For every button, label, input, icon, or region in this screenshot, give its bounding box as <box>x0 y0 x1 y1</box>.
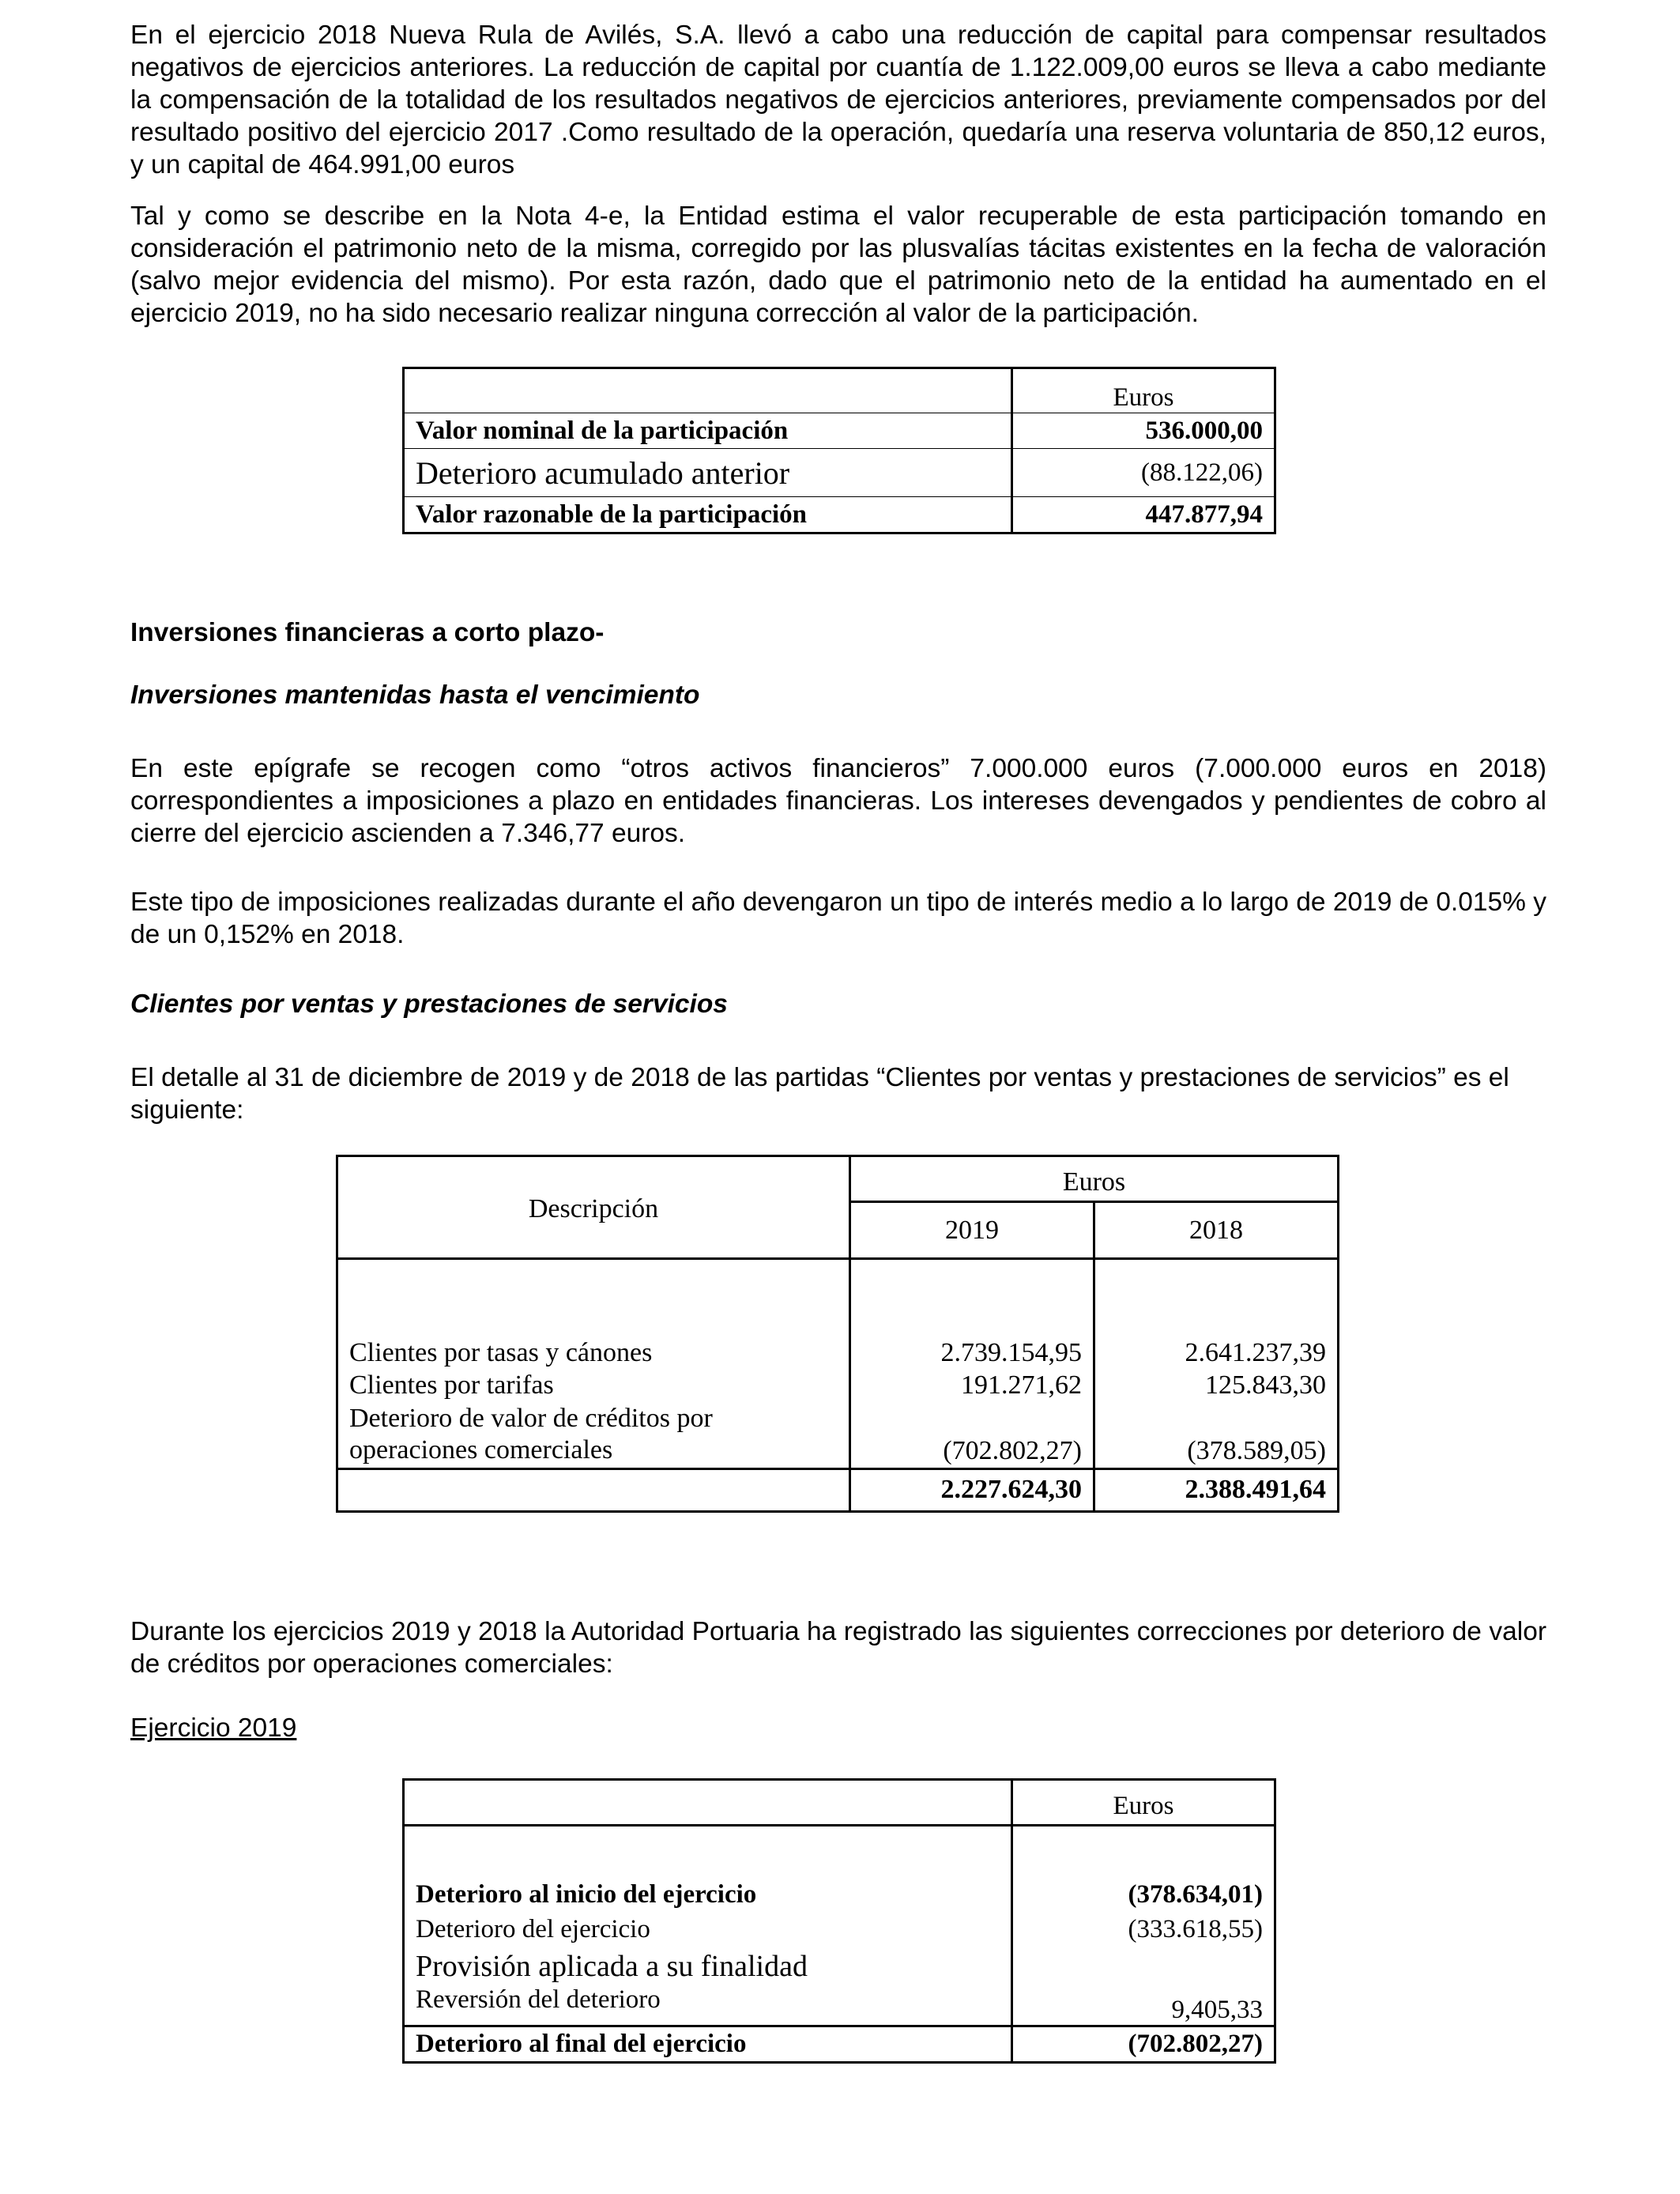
table2-spacer <box>850 1259 1094 1332</box>
table2-total-2019: 2.227.624,30 <box>850 1468 1094 1511</box>
table1-row-label: Deterioro acumulado anterior <box>404 449 1012 497</box>
participation-value-table <box>402 367 1276 534</box>
table2-row-label: Clientes por tarifas <box>349 1370 554 1400</box>
table1-row-value: 536.000,00 <box>1012 413 1275 449</box>
table3-row-value: (702.802,27) <box>1012 2026 1275 2063</box>
table1-row-label: Valor nominal de la participación <box>404 413 1012 449</box>
table2-spacer <box>1094 1259 1339 1332</box>
table2-row-label <box>337 1403 850 1469</box>
table3-spacer <box>404 1826 1012 1878</box>
table3-spacer <box>1012 1826 1275 1878</box>
paragraph-clients-detail: El detalle al 31 de diciembre de 2019 y de 2018 de las partidas “Clientes por ventas y prestaciones de servicios” es el siguiente: <box>130 1063 1509 1125</box>
table2-value-2019: 2.739.154,95 <box>850 1332 1094 1368</box>
table2-euros-header: Euros <box>850 1156 1339 1202</box>
table2-value-2019: (702.802,27) <box>850 1403 1094 1469</box>
table2-value-2018: 125.843,30 <box>1094 1368 1339 1403</box>
table2-spacer <box>337 1259 850 1332</box>
impairment-table <box>402 1778 1276 2064</box>
table2-row-label-line2: operaciones comerciales <box>349 1434 613 1465</box>
table3-row-label: Deterioro al final del ejercicio <box>404 2026 1012 2063</box>
table3-row-label: Provisión aplicada a su finalidad <box>416 1949 808 1983</box>
table2-total-label <box>337 1468 850 1511</box>
year-heading: Ejercicio 2019 <box>130 1713 297 1743</box>
table2-row-label: Clientes por tasas y cánones <box>349 1337 653 1367</box>
table1-row-label: Valor razonable de la participación <box>404 497 1012 533</box>
table3-row-label: Deterioro del ejercicio <box>416 1915 650 1943</box>
table3-header-euros: Euros <box>1012 1780 1275 1826</box>
table2-row-label-line1: Deterioro de valor de créditos por <box>349 1403 713 1433</box>
subsection-heading: Clientes por ventas y prestaciones de servicios <box>130 990 728 1019</box>
table3-row-value <box>1012 1947 1275 1985</box>
table1-header-label-cell <box>404 368 1012 413</box>
table2-year-header: 2018 <box>1094 1202 1339 1259</box>
paragraph-interest-rate: Este tipo de imposiciones realizadas durante el año devengaron un tipo de interés medio a lo largo de 2019 de 0.015% y de un 0,152% en 2018. <box>130 888 1546 949</box>
table3-row-value: (378.634,01) <box>1012 1878 1275 1913</box>
clients-table <box>336 1155 1339 1513</box>
table3-row-label: Reversión del deterioro <box>416 1985 661 2014</box>
table3-row-label: Deterioro al inicio del ejercicio <box>416 1880 757 1909</box>
table2-value-2018: 2.641.237,39 <box>1094 1332 1339 1368</box>
table1-header-euros: Euros <box>1012 368 1275 413</box>
paragraph-capital-reduction: En el ejercicio 2018 Nueva Rula de Avilés, S.A. llevó a cabo una reducción de capital para compensar resultados negativos de ejercicios anteriores. La reducción de capital por cuantía de 1.122.009,00 euros se lleva a cabo mediante la compensación de la totalidad de los resultados negativos de ejercicios anteriores, previamente compensados por del resultado positivo del ejercicio 2017 .Como resultado de la operación, quedaría una reserva voluntaria de 850,12 euros, y un capital de 464.991,00 euros <box>130 21 1546 179</box>
table3-row-value: 9,405,33 <box>1012 1985 1275 2026</box>
section-heading: Inversiones financieras a corto plazo- <box>130 618 605 647</box>
subsection-heading: Inversiones mantenidas hasta el vencimiento <box>130 680 700 710</box>
table1-row-value: (88.122,06) <box>1012 449 1275 497</box>
table2-value-2018: (378.589,05) <box>1094 1403 1339 1469</box>
table3-row-value: (333.618,55) <box>1012 1913 1275 1947</box>
table2-year-header: 2019 <box>850 1202 1094 1259</box>
table1-row-value: 447.877,94 <box>1012 497 1275 533</box>
table2-total-2018: 2.388.491,64 <box>1094 1468 1339 1511</box>
table3-header-label-cell <box>404 1780 1012 1826</box>
table2-value-2019: 191.271,62 <box>850 1368 1094 1403</box>
paragraph-impairment-corrections: Durante los ejercicios 2019 y 2018 la Autoridad Portuaria ha registrado las siguientes correcciones por deterioro de valor de créditos por operaciones comerciales: <box>130 1617 1546 1679</box>
paragraph-recoverable-value: Tal y como se describe en la Nota 4-e, la Entidad estima el valor recuperable de esta participación tomando en consideración el patrimonio neto de la misma, corregido por las plusvalías tácitas existentes en la fecha de valoración (salvo mejor evidencia del mismo). Por esta razón, dado que el patrimonio neto de la entidad ha aumentado en el ejercicio 2019, no ha sido necesario realizar ninguna corrección al valor de la participación. <box>130 202 1546 328</box>
paragraph-other-financial-assets: En este epígrafe se recogen como “otros activos financieros” 7.000.000 euros (7.000.000 euros en 2018) correspondientes a imposiciones a plazo en entidades financieras. Los intereses devengados y pendientes de cobro al cierre del ejercicio ascienden a 7.346,77 euros. <box>130 754 1546 848</box>
table2-description-header: Descripción <box>528 1193 659 1223</box>
